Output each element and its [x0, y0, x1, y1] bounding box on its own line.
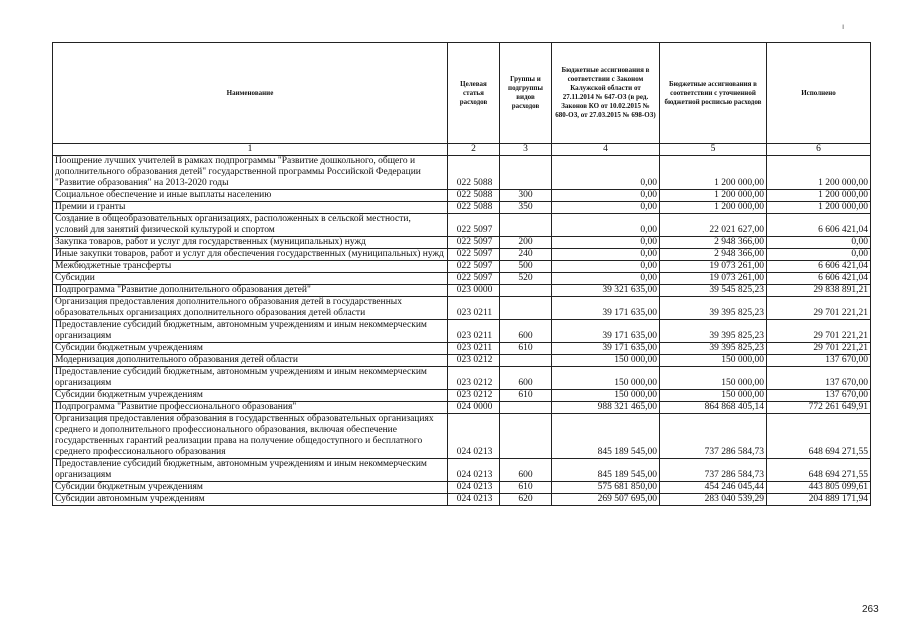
row-refined-allocation-cell: 864 868 405,14 [660, 402, 767, 414]
row-refined-allocation-cell: 454 246 045,44 [660, 482, 767, 494]
row-refined-allocation-cell: 737 286 584,73 [660, 414, 767, 459]
row-target-article-cell: 022 5088 [448, 190, 500, 202]
row-executed-cell: 1 200 000,00 [767, 156, 871, 190]
column-number-row [53, 144, 871, 156]
row-target-article-cell: 024 0213 [448, 494, 500, 506]
page-number: 263 [862, 604, 879, 615]
column-number: 5 [660, 144, 767, 156]
table-row [53, 285, 871, 297]
row-law-allocation-cell: 845 189 545,00 [552, 459, 660, 482]
table-row [53, 273, 871, 285]
table-row [53, 355, 871, 367]
row-executed-cell: 0,00 [767, 249, 871, 261]
table-row [53, 261, 871, 273]
row-executed-cell: 204 889 171,94 [767, 494, 871, 506]
row-expense-group-cell: 610 [500, 343, 552, 355]
row-executed-cell: 443 805 099,61 [767, 482, 871, 494]
row-name-cell: Модернизация дополнительного образования детей области [53, 355, 448, 367]
row-name-cell: Организация предоставления образования в государственных образовательных организациях среднего и дополнительного профессионального образования, включая обеспечение государственных гарантий реализации права на получение общедоступного и бесплатного среднего профессионального образования [53, 414, 448, 459]
row-law-allocation-cell: 0,00 [552, 237, 660, 249]
row-refined-allocation-cell: 39 395 825,23 [660, 320, 767, 343]
table-row [53, 482, 871, 494]
row-expense-group-cell: 520 [500, 273, 552, 285]
row-executed-cell: 6 606 421,04 [767, 261, 871, 273]
row-executed-cell: 29 701 221,21 [767, 320, 871, 343]
row-executed-cell: 29 838 891,21 [767, 285, 871, 297]
table-row [53, 390, 871, 402]
row-law-allocation-cell: 39 321 635,00 [552, 285, 660, 297]
row-expense-group-cell: 610 [500, 390, 552, 402]
row-target-article-cell: 023 0211 [448, 343, 500, 355]
row-law-allocation-cell: 0,00 [552, 156, 660, 190]
row-expense-group-cell [500, 414, 552, 459]
row-refined-allocation-cell: 2 948 366,00 [660, 237, 767, 249]
row-name-cell: Организация предоставления дополнительного образования детей в государственных образовательных организациях дополнительного образования детей области [53, 297, 448, 320]
row-law-allocation-cell: 0,00 [552, 214, 660, 237]
row-executed-cell: 29 701 221,21 [767, 343, 871, 355]
row-expense-group-cell: 610 [500, 482, 552, 494]
row-executed-cell: 137 670,00 [767, 355, 871, 367]
row-executed-cell: 648 694 271,55 [767, 459, 871, 482]
row-target-article-cell: 022 5088 [448, 202, 500, 214]
row-expense-group-cell: 500 [500, 261, 552, 273]
row-name-cell: Субсидии бюджетным учреждениям [53, 390, 448, 402]
column-number: 1 [53, 144, 448, 156]
row-target-article-cell: 024 0213 [448, 414, 500, 459]
row-law-allocation-cell: 39 171 635,00 [552, 343, 660, 355]
row-executed-cell: 1 200 000,00 [767, 190, 871, 202]
row-target-article-cell: 023 0212 [448, 390, 500, 402]
header-law-allocations: Бюджетные ассигнования в соответствии с Законом Калужской области от 27.11.2014 № 647-ОЗ (в ред. Законов КО от 10.02.2015 № 680-ОЗ, от 27.03.2015 № 698-ОЗ) [552, 43, 660, 144]
row-refined-allocation-cell: 283 040 539,29 [660, 494, 767, 506]
row-name-cell: Предоставление субсидий бюджетным, автономным учреждениям и иным некоммерческим организациям [53, 459, 448, 482]
row-expense-group-cell: 240 [500, 249, 552, 261]
header-executed: Исполнено [767, 43, 871, 144]
table-row [53, 343, 871, 355]
row-refined-allocation-cell: 1 200 000,00 [660, 202, 767, 214]
row-expense-group-cell: 600 [500, 367, 552, 390]
row-law-allocation-cell: 845 189 545,00 [552, 414, 660, 459]
row-name-cell: Предоставление субсидий бюджетным, автономным учреждениям и иным некоммерческим организациям [53, 320, 448, 343]
row-executed-cell: 772 261 649,91 [767, 402, 871, 414]
table-row [53, 190, 871, 202]
row-law-allocation-cell: 150 000,00 [552, 355, 660, 367]
row-executed-cell: 137 670,00 [767, 390, 871, 402]
row-target-article-cell: 022 5097 [448, 249, 500, 261]
row-executed-cell: 6 606 421,04 [767, 214, 871, 237]
header-name: Наименование [53, 43, 448, 144]
table-row [53, 414, 871, 459]
row-law-allocation-cell: 0,00 [552, 261, 660, 273]
row-expense-group-cell [500, 355, 552, 367]
table-body [53, 156, 871, 506]
header-refined-allocations: Бюджетные ассигнования в соответствии с уточненной бюджетной росписью расходов [660, 43, 767, 144]
row-target-article-cell: 023 0000 [448, 285, 500, 297]
row-executed-cell: 29 701 221,21 [767, 297, 871, 320]
row-law-allocation-cell: 575 681 850,00 [552, 482, 660, 494]
row-refined-allocation-cell: 19 073 261,00 [660, 273, 767, 285]
row-expense-group-cell: 600 [500, 459, 552, 482]
row-expense-group-cell [500, 214, 552, 237]
row-name-cell: Премии и гранты [53, 202, 448, 214]
row-law-allocation-cell: 39 171 635,00 [552, 320, 660, 343]
row-law-allocation-cell: 0,00 [552, 273, 660, 285]
table-row [53, 237, 871, 249]
row-name-cell: Создание в общеобразовательных организациях, расположенных в сельской местности, условий для занятий физической культурой и спортом [53, 214, 448, 237]
row-target-article-cell: 023 0212 [448, 367, 500, 390]
row-target-article-cell: 022 5097 [448, 261, 500, 273]
row-name-cell: Субсидии бюджетным учреждениям [53, 343, 448, 355]
row-refined-allocation-cell: 39 545 825,23 [660, 285, 767, 297]
row-executed-cell: 648 694 271,55 [767, 414, 871, 459]
row-refined-allocation-cell: 150 000,00 [660, 390, 767, 402]
row-name-cell: Предоставление субсидий бюджетным, автономным учреждениям и иным некоммерческим организациям [53, 367, 448, 390]
row-name-cell: Закупка товаров, работ и услуг для государственных (муниципальных) нужд [53, 237, 448, 249]
table-row [53, 249, 871, 261]
row-executed-cell: 1 200 000,00 [767, 202, 871, 214]
row-law-allocation-cell: 39 171 635,00 [552, 297, 660, 320]
row-target-article-cell: 024 0213 [448, 482, 500, 494]
table-row [53, 202, 871, 214]
row-refined-allocation-cell: 22 021 627,00 [660, 214, 767, 237]
row-executed-cell: 0,00 [767, 237, 871, 249]
row-name-cell: Субсидии бюджетным учреждениям [53, 482, 448, 494]
column-number: 2 [448, 144, 500, 156]
row-refined-allocation-cell: 39 395 825,23 [660, 297, 767, 320]
table-row [53, 459, 871, 482]
row-target-article-cell: 022 5097 [448, 214, 500, 237]
header-row [53, 43, 871, 144]
row-name-cell: Подпрограмма "Развитие дополнительного образования детей" [53, 285, 448, 297]
header-target-article: Целевая статья расходов [448, 43, 500, 144]
row-executed-cell: 137 670,00 [767, 367, 871, 390]
budget-table [52, 42, 871, 506]
row-expense-group-cell [500, 402, 552, 414]
row-refined-allocation-cell: 150 000,00 [660, 367, 767, 390]
row-refined-allocation-cell: 2 948 366,00 [660, 249, 767, 261]
row-law-allocation-cell: 150 000,00 [552, 367, 660, 390]
row-refined-allocation-cell: 1 200 000,00 [660, 190, 767, 202]
row-target-article-cell: 022 5088 [448, 156, 500, 190]
row-name-cell: Поощрение лучших учителей в рамках подпрограммы "Развитие дошкольного, общего и дополнительного образования детей" государственной программы Российской Федерации "Развитие образования" на 2013-2020 годы [53, 156, 448, 190]
row-law-allocation-cell: 269 507 695,00 [552, 494, 660, 506]
row-name-cell: Субсидии [53, 273, 448, 285]
table-row [53, 297, 871, 320]
row-name-cell: Иные закупки товаров, работ и услуг для обеспечения государственных (муниципальных) нужд [53, 249, 448, 261]
row-refined-allocation-cell: 39 395 825,23 [660, 343, 767, 355]
row-expense-group-cell: 350 [500, 202, 552, 214]
row-expense-group-cell: 620 [500, 494, 552, 506]
row-law-allocation-cell: 988 321 465,00 [552, 402, 660, 414]
row-target-article-cell: 023 0212 [448, 355, 500, 367]
row-expense-group-cell [500, 297, 552, 320]
row-target-article-cell: 022 5097 [448, 237, 500, 249]
table-row [53, 214, 871, 237]
row-law-allocation-cell: 0,00 [552, 190, 660, 202]
table-row [53, 402, 871, 414]
column-number: 3 [500, 144, 552, 156]
row-expense-group-cell [500, 285, 552, 297]
column-number: 4 [552, 144, 660, 156]
table-row [53, 367, 871, 390]
row-target-article-cell: 024 0213 [448, 459, 500, 482]
row-expense-group-cell: 200 [500, 237, 552, 249]
row-executed-cell: 6 606 421,04 [767, 273, 871, 285]
table-row [53, 320, 871, 343]
row-refined-allocation-cell: 150 000,00 [660, 355, 767, 367]
row-law-allocation-cell: 0,00 [552, 202, 660, 214]
row-target-article-cell: 023 0211 [448, 320, 500, 343]
row-law-allocation-cell: 150 000,00 [552, 390, 660, 402]
scan-mark: ı [842, 22, 845, 31]
row-name-cell: Межбюджетные трансферты [53, 261, 448, 273]
budget-document-page [52, 42, 870, 506]
row-refined-allocation-cell: 737 286 584,73 [660, 459, 767, 482]
row-expense-group-cell: 300 [500, 190, 552, 202]
row-name-cell: Подпрограмма "Развитие профессионального образования" [53, 402, 448, 414]
row-expense-group-cell [500, 156, 552, 190]
row-name-cell: Социальное обеспечение и иные выплаты населению [53, 190, 448, 202]
table-row [53, 494, 871, 506]
row-law-allocation-cell: 0,00 [552, 249, 660, 261]
row-expense-group-cell: 600 [500, 320, 552, 343]
column-number: 6 [767, 144, 871, 156]
row-target-article-cell: 024 0000 [448, 402, 500, 414]
header-expense-group: Группы и подгруппы видов расходов [500, 43, 552, 144]
row-target-article-cell: 023 0211 [448, 297, 500, 320]
row-refined-allocation-cell: 19 073 261,00 [660, 261, 767, 273]
row-name-cell: Субсидии автономным учреждениям [53, 494, 448, 506]
row-target-article-cell: 022 5097 [448, 273, 500, 285]
row-refined-allocation-cell: 1 200 000,00 [660, 156, 767, 190]
table-row [53, 156, 871, 190]
